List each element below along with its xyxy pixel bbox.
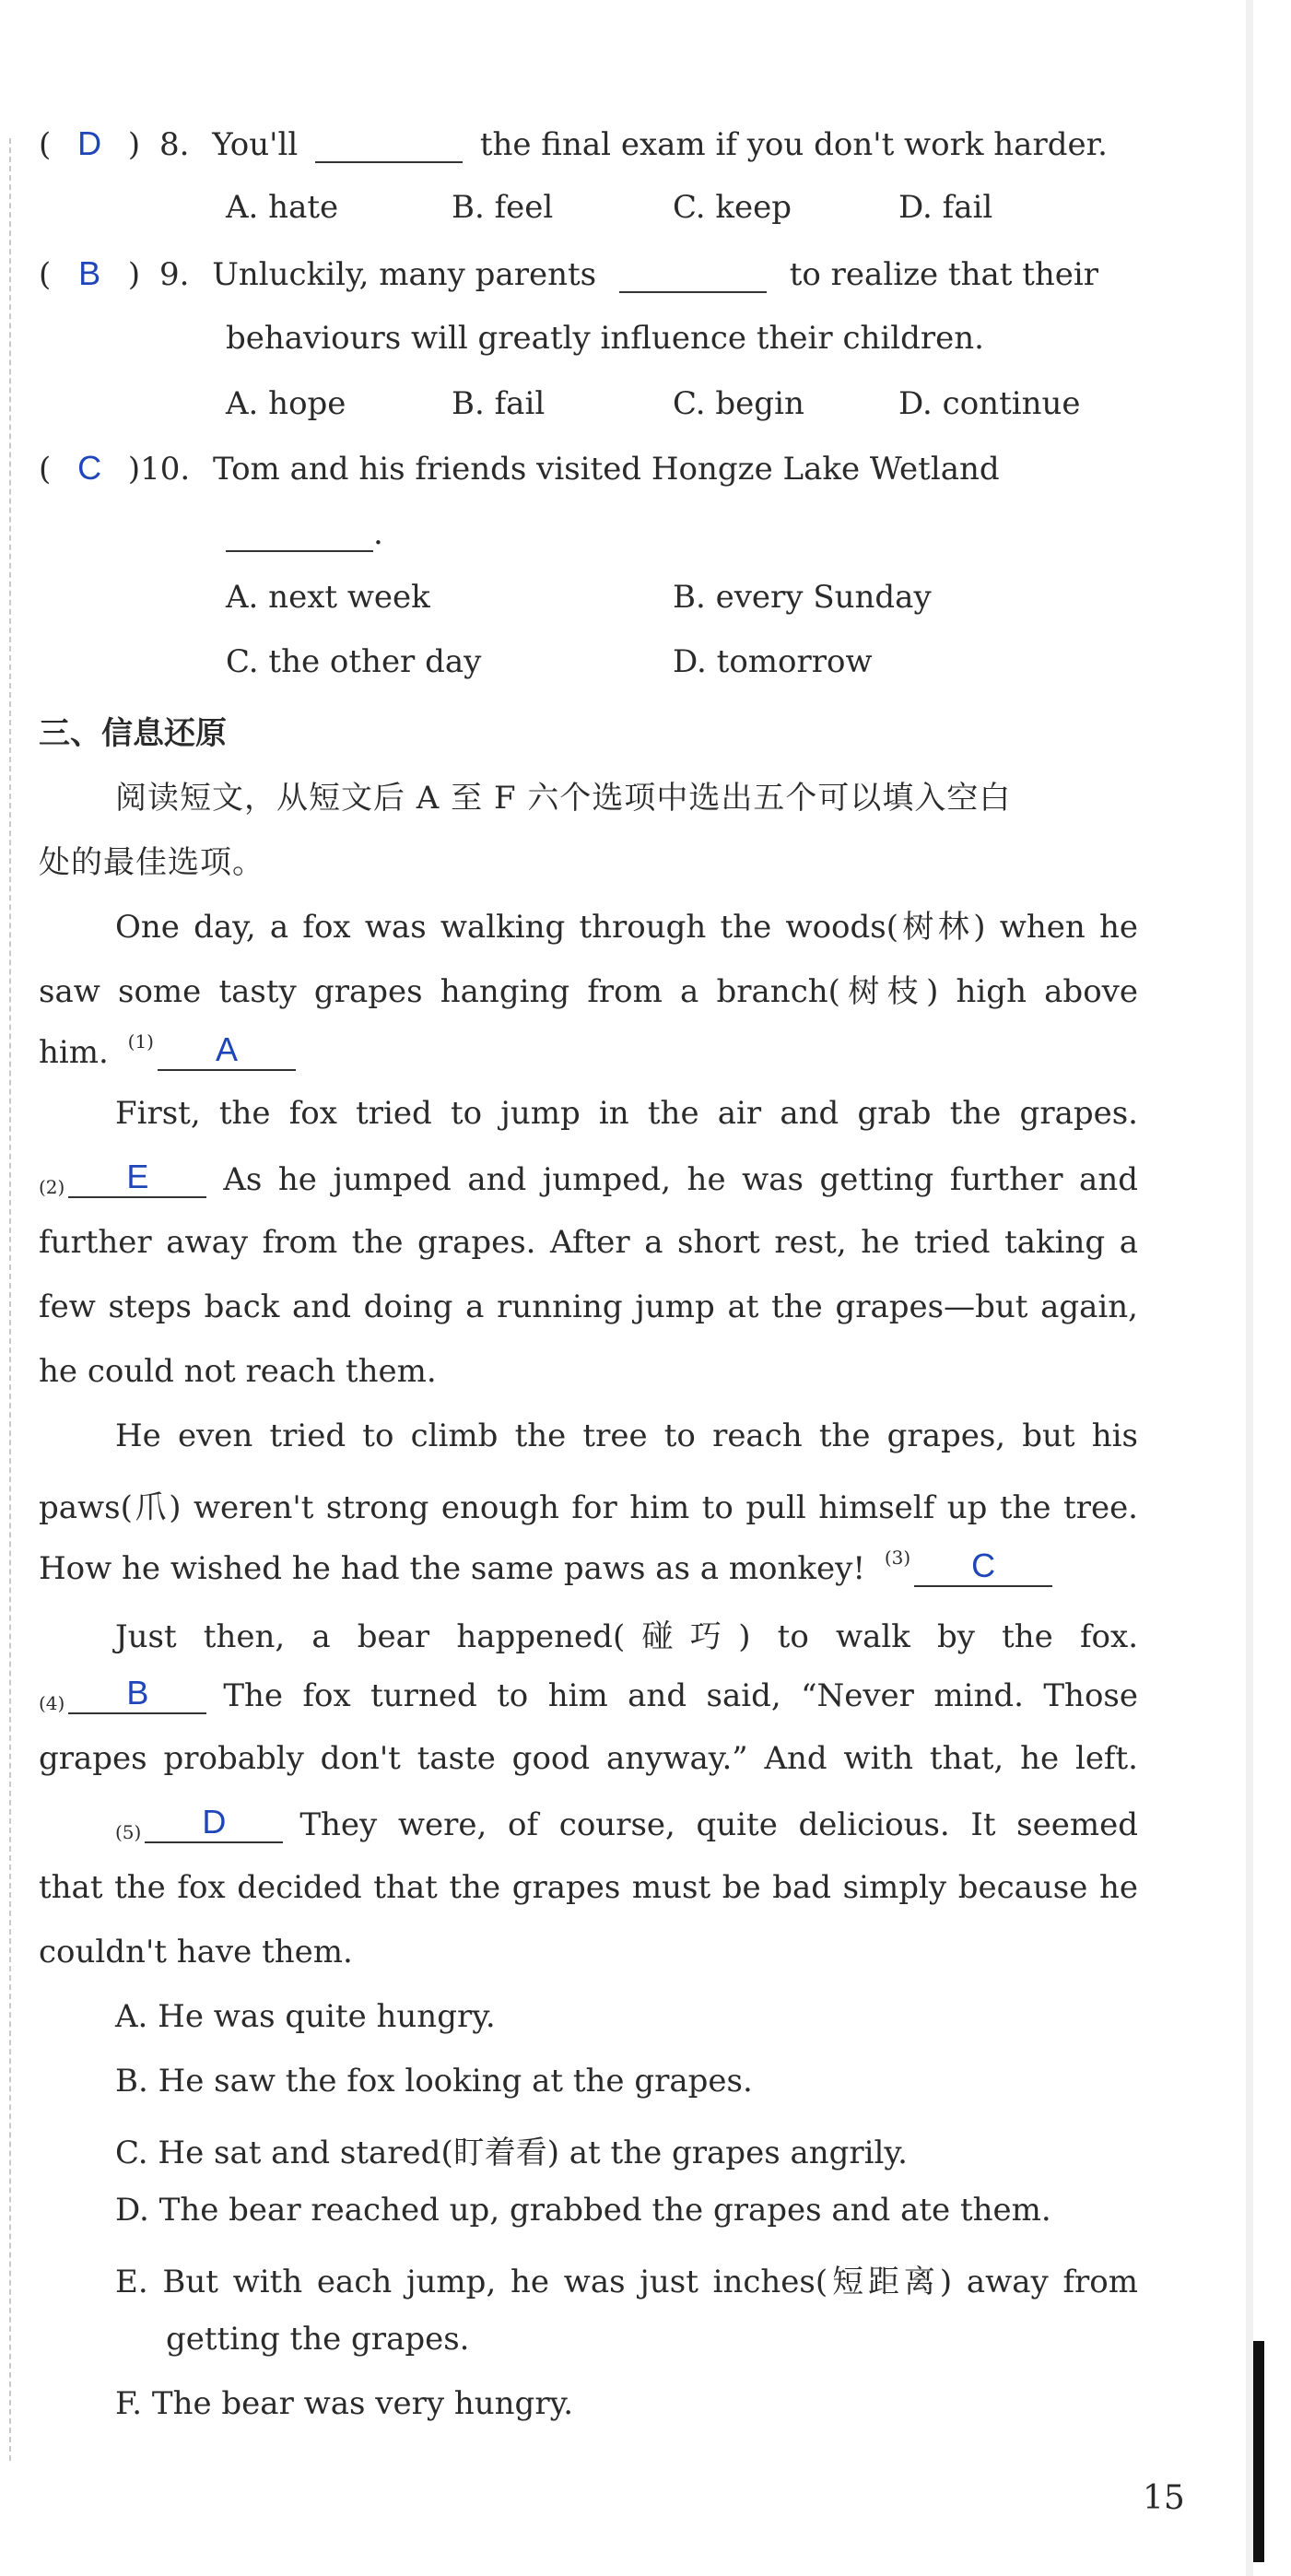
passage-line: (4) B The fox turned to him and said, “Never mind. Those (39, 1674, 1138, 1714)
stem-part: You'll (212, 126, 299, 163)
option-b: B. fail (452, 385, 546, 422)
option-d: D. tomorrow (673, 643, 873, 680)
answer-9: B (78, 254, 101, 292)
choice-b: B. He saw the fox looking at the grapes. (115, 2063, 753, 2100)
blank-number: (3) (884, 1547, 911, 1569)
option-d: D. continue (898, 385, 1081, 422)
section-heading: 三、信息还原 (39, 715, 227, 752)
question-number: 9. (158, 256, 190, 293)
choice-d: D. The bear reached up, grabbed the grapes and ate them. (115, 2192, 1051, 2229)
passage-line: saw some tasty grapes hanging from a branch(树枝) high above (39, 973, 1138, 1010)
question-9: ( B ) 9. Unluckily, many parents to realize that their (39, 254, 1099, 293)
right-page-edge (1246, 0, 1253, 2576)
answer-blank-1: A (158, 1032, 296, 1071)
choice-f: F. The bear was very hungry. (115, 2385, 574, 2422)
passage-line: paws(爪) weren't strong enough for him to pull himself up the tree. (39, 1489, 1138, 1526)
answer-10: C (77, 449, 102, 487)
option-b: B. feel (452, 189, 554, 226)
choice-a: A. He was quite hungry. (115, 1998, 496, 2035)
right-binding-bar (1253, 2341, 1264, 2562)
option-c: C. the other day (226, 643, 482, 680)
stem-continuation: behaviours will greatly influence their children. (226, 320, 984, 357)
blank-number: (1) (127, 1030, 154, 1053)
passage-line: that the fox decided that the grapes must be bad simply because he (39, 1869, 1138, 1906)
page-number: 15 (1143, 2479, 1185, 2517)
blank-number: (4) (39, 1692, 65, 1714)
choice-c: C. He sat and stared(盯着看) at the grapes angrily. (115, 2135, 908, 2171)
passage-line: couldn't have them. (39, 1934, 353, 1970)
answer-blank-2: E (68, 1159, 206, 1198)
stem-part: Tom and his friends visited Hongze Lake Wetland (213, 451, 1000, 488)
option-c: C. keep (673, 189, 792, 226)
passage-line: How he wished he had the same paws as a monkey! $^{(3)}$ C (39, 1547, 1052, 1587)
passage-line: (5) D They were, of course, quite delicious. It seemed (115, 1803, 1138, 1843)
blank-number: (2) (39, 1176, 65, 1198)
blank-line (226, 513, 373, 552)
passage-line: Just then, a bear happened(碰巧) to walk by the fox. (115, 1618, 1138, 1655)
question-number: )10. (127, 451, 191, 488)
passage-line: grapes probably don't taste good anyway.” And with that, he left. (39, 1740, 1138, 1777)
answer-blank-3: C (914, 1548, 1052, 1587)
answer-8: D (77, 124, 102, 162)
passage-line: further away from the grapes. After a short rest, he tried taking a (39, 1224, 1138, 1261)
passage-line: few steps back and doing a running jump at the grapes—but again, (39, 1288, 1138, 1325)
blank-line (619, 254, 767, 293)
passage-line: First, the fox tried to jump in the air and grab the grapes. (115, 1095, 1138, 1132)
left-dashed-margin (9, 138, 11, 2461)
option-a: A. hope (226, 385, 346, 422)
passage-line: He even tried to climb the tree to reach the grapes, but his (115, 1417, 1138, 1454)
blank-number: (5) (115, 1821, 142, 1843)
question-10: ( C )10. Tom and his friends visited Hongze Lake Wetland (39, 449, 1000, 488)
passage-line: (2) E As he jumped and jumped, he was getting further and (39, 1158, 1138, 1198)
passage-line: One day, a fox was walking through the woods(树林) when he (115, 909, 1138, 946)
blank-line (315, 124, 463, 163)
answer-blank-4: B (68, 1676, 206, 1714)
option-c: C. begin (673, 385, 804, 422)
option-b: B. every Sunday (673, 579, 932, 616)
option-a: A. hate (226, 189, 339, 226)
option-d: D. fail (898, 189, 993, 226)
passage-line: him. $^{(1)}$ A (39, 1030, 296, 1071)
instructions: 阅读短文，从短文后 A 至 F 六个选项中选出五个可以填入空白 (115, 780, 1012, 817)
option-a: A. next week (226, 579, 430, 616)
choice-e-continuation: getting the grapes. (166, 2321, 470, 2358)
stem-continuation: . (226, 513, 383, 552)
instructions: 处的最佳选项。 (39, 844, 264, 881)
stem-part: to realize that their (789, 256, 1099, 293)
choice-e: E. But with each jump, he was just inches(短距离) away from (115, 2264, 1138, 2300)
question-number: 8. (158, 126, 190, 163)
passage-line: he could not reach them. (39, 1353, 437, 1390)
question-8: ( D ) 8. You'll the final exam if you don't work harder. (39, 124, 1108, 163)
stem-part: Unluckily, many parents (212, 256, 597, 293)
answer-blank-5: D (145, 1805, 283, 1843)
stem-part: the final exam if you don't work harder. (479, 126, 1108, 163)
